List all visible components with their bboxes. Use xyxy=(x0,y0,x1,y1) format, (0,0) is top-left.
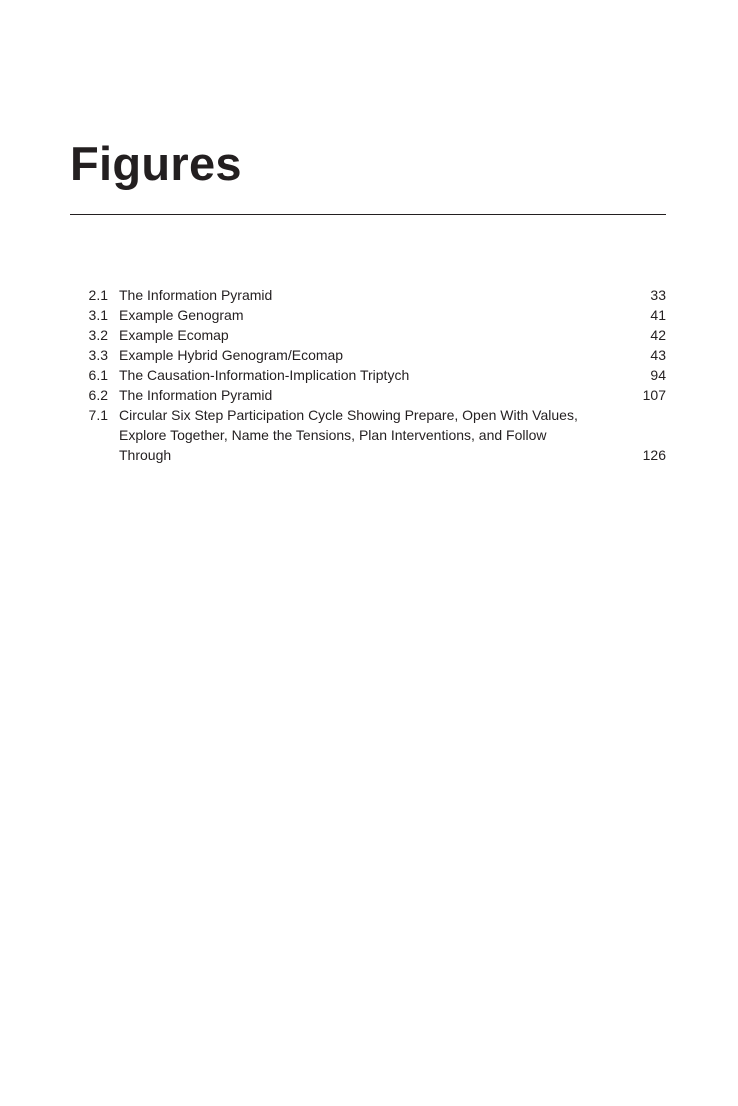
figure-title: Circular Six Step Participation Cycle Showing Prepare, Open With Values, Explore Together, Name the Tensions, Plan Interventions, and Follow Through xyxy=(119,407,578,463)
list-item xyxy=(70,365,666,385)
figure-title: The Information Pyramid xyxy=(119,387,273,403)
figures-list xyxy=(70,285,666,465)
page-title: Figures xyxy=(70,137,242,190)
figure-title: Example Hybrid Genogram/Ecomap xyxy=(119,347,344,363)
figure-title: Example Genogram xyxy=(119,307,244,323)
page-number: 107 xyxy=(642,387,666,403)
list-item xyxy=(70,285,666,305)
figure-number: 6.2 xyxy=(88,387,108,403)
figure-title: The Information Pyramid xyxy=(119,287,273,303)
figure-title: The Causation-Information-Implication Triptych xyxy=(119,367,410,383)
list-item xyxy=(70,385,666,405)
figure-number: 3.2 xyxy=(88,327,108,343)
figure-number: 6.1 xyxy=(88,367,108,383)
page-number: 33 xyxy=(650,287,666,303)
figure-number: 3.3 xyxy=(88,347,108,363)
heading-rule xyxy=(70,214,666,215)
list-item xyxy=(70,305,666,325)
page-number: 41 xyxy=(650,307,666,323)
figure-number: 3.1 xyxy=(88,307,108,323)
list-item xyxy=(70,325,666,345)
figure-number: 7.1 xyxy=(88,407,108,423)
list-item xyxy=(70,405,666,465)
figure-title: Example Ecomap xyxy=(119,327,229,343)
list-item xyxy=(70,345,666,365)
page-number: 126 xyxy=(642,447,666,463)
page-number: 43 xyxy=(650,347,666,363)
page-number: 94 xyxy=(650,367,666,383)
page-number: 42 xyxy=(650,327,666,343)
figure-number: 2.1 xyxy=(88,287,108,303)
